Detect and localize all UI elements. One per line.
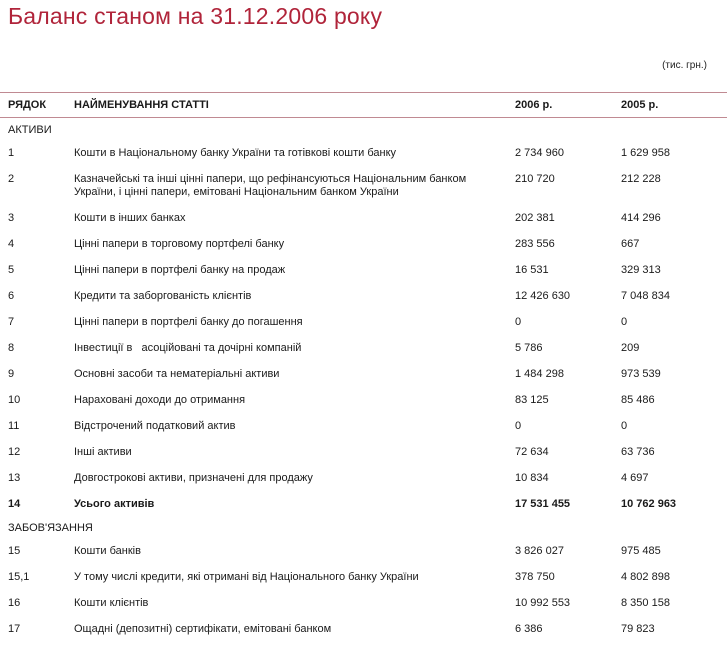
value-2006: 210 720 [515,172,555,185]
value-2006: 10 992 553 [515,596,571,609]
table-row [0,589,727,615]
value-2006: 378 750 [515,570,555,583]
column-header-2006: 2006 р. [515,99,553,111]
item-name: Інвестиції в асоційовані та дочірні компаній [74,341,302,354]
value-2006: 6 386 [515,622,543,635]
row-number: 8 [8,341,15,354]
table-row [0,139,727,165]
item-name: У тому числі кредити, які отримані від Національного банку України [74,570,419,583]
item-name: Казначейські та інші цінні папери, що рефінансуються Національним банком України, і цінні папери, емітовані Національним банком України [74,172,467,198]
value-2005: 7 048 834 [621,289,670,302]
value-2005: 0 [621,315,628,328]
value-2006: 16 531 [515,263,549,276]
table-row [0,412,727,438]
value-2006: 5 786 [515,341,543,354]
item-name: Кошти банків [74,544,141,557]
row-number: 2 [8,172,15,185]
value-2005: 10 762 963 [621,497,677,510]
value-2005: 4 802 898 [621,570,670,583]
value-2005: 973 539 [621,367,661,380]
value-2006: 2 734 960 [515,146,564,159]
value-2005: 4 697 [621,471,649,484]
value-2006: 202 381 [515,211,555,224]
row-number: 11 [8,419,20,432]
row-number: 13 [8,471,21,484]
total-row [0,490,727,516]
balance-table [0,93,727,641]
table-row [0,615,727,641]
value-2006: 283 556 [515,237,555,250]
value-2005: 667 [621,237,640,250]
value-2006: 0 [515,419,522,432]
table-row [0,204,727,230]
row-number: 15,1 [8,570,30,583]
row-number: 15 [8,544,21,557]
value-2006: 10 834 [515,471,549,484]
units-note: (тис. грн.) [662,60,707,71]
row-number: 9 [8,367,15,380]
table-row [0,165,727,204]
item-name: Ощадні (депозитні) сертифікати, емітовані банком [74,622,332,635]
value-2005: 975 485 [621,544,661,557]
section-row-assets [0,118,727,139]
item-name: Кошти в інших банках [74,211,186,224]
item-name: Нараховані доходи до отримання [74,393,246,406]
value-2005: 85 486 [621,393,655,406]
table-row [0,537,727,563]
item-name: Усього активів [74,497,155,510]
row-number: 7 [8,315,15,328]
page-title: Баланс станом на 31.12.2006 року [8,3,383,29]
value-2005: 0 [621,419,628,432]
row-number: 12 [8,445,21,458]
value-2005: 329 313 [621,263,661,276]
value-2006: 17 531 455 [515,497,571,510]
section-title-assets: АКТИВИ [8,124,52,136]
value-2005: 63 736 [621,445,655,458]
section-title-liabilities: ЗАБОВ'ЯЗАННЯ [8,521,93,534]
value-2005: 209 [621,341,640,354]
value-2006: 0 [515,315,522,328]
column-header-item-name: НАЙМЕНУВАННЯ СТАТТІ [74,99,209,111]
row-number: 10 [8,393,21,406]
table-row [0,360,727,386]
table-row [0,256,727,282]
item-name: Інші активи [74,445,132,458]
row-number: 1 [8,146,15,159]
value-2005: 212 228 [621,172,661,185]
section-row-liabilities [0,516,727,537]
value-2005: 1 629 958 [621,146,670,159]
value-2005: 414 296 [621,211,661,224]
item-name: Кошти в Національному банку України та готівкові кошти банку [74,146,397,159]
item-name: Кредити та заборгованість клієнтів [74,289,252,302]
table-row [0,464,727,490]
value-2006: 83 125 [515,393,549,406]
row-number: 14 [8,497,21,510]
row-number: 6 [8,289,15,302]
item-name: Цінні папери в портфелі банку на продаж [74,263,286,276]
value-2006: 1 484 298 [515,367,564,380]
table-row [0,282,727,308]
value-2005: 79 823 [621,622,655,635]
item-name: Цінні папери в портфелі банку до погашення [74,315,303,328]
row-number: 4 [8,237,15,250]
item-name: Відстрочений податковий актив [74,419,236,432]
table-header-row [0,93,727,118]
value-2005: 8 350 158 [621,596,670,609]
table-row [0,438,727,464]
row-number: 5 [8,263,15,276]
row-number: 17 [8,622,21,635]
table-row [0,386,727,412]
row-number: 3 [8,211,15,224]
value-2006: 12 426 630 [515,289,571,302]
value-2006: 72 634 [515,445,549,458]
table-row [0,334,727,360]
row-number: 16 [8,596,21,609]
item-name: Довгострокові активи, призначені для продажу [74,471,313,484]
table-row [0,563,727,589]
value-2006: 3 826 027 [515,544,564,557]
item-name: Цінні папери в торговому портфелі банку [74,237,285,250]
item-name: Кошти клієнтів [74,596,149,609]
column-header-row-number: РЯДОК [8,99,47,111]
column-header-2005: 2005 р. [621,99,659,111]
table-row [0,230,727,256]
item-name: Основні засоби та нематеріальні активи [74,367,280,380]
table-row [0,308,727,334]
